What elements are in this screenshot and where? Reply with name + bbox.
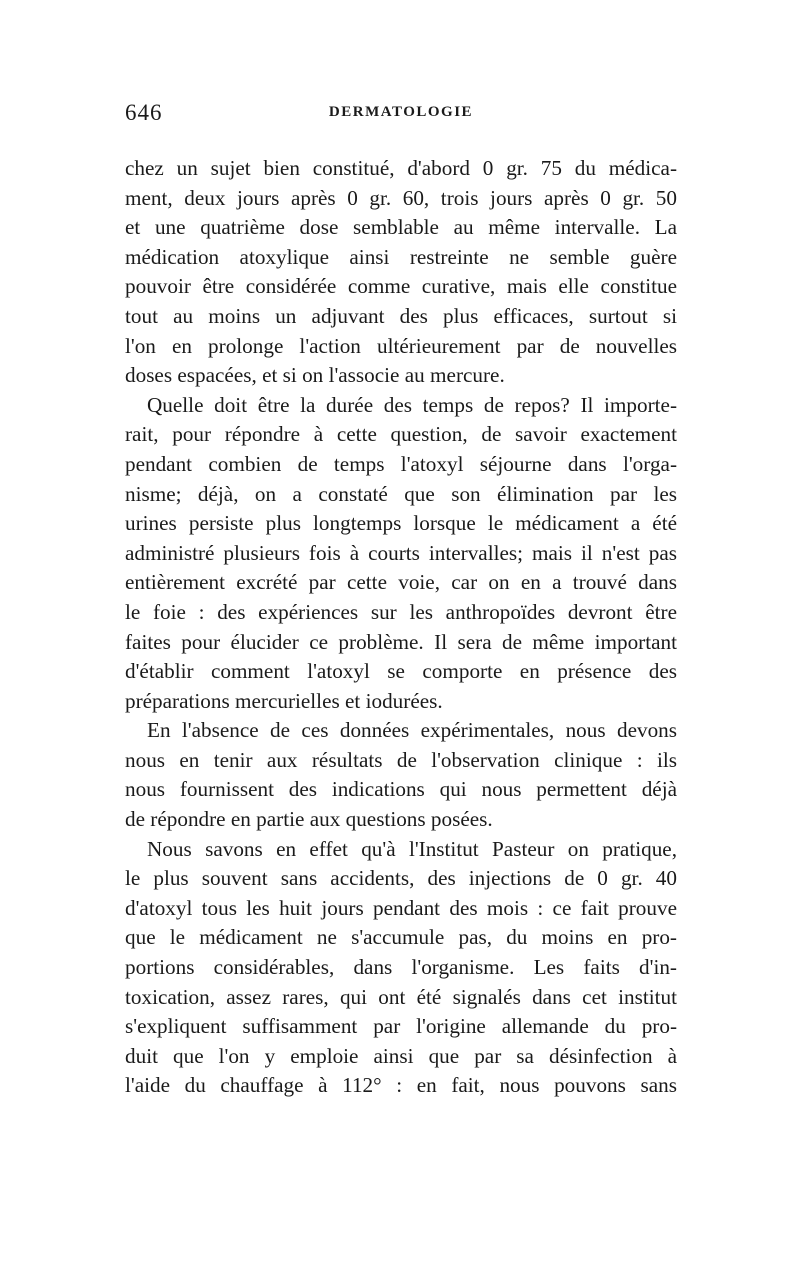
text-line: Nous savons en effet qu'à l'Institut Pasteur on pratique, (147, 836, 677, 861)
text-line: que le médicament ne s'accumule pas, du moins en pro- (125, 925, 677, 950)
text-line: d'atoxyl tous les huit jours pendant des mois : ce fait prouve (125, 895, 677, 920)
text-line: pendant combien de temps l'atoxyl séjourne dans l'orga- (125, 451, 677, 476)
text-line: portions considérables, dans l'organisme. Les faits d'in- (125, 955, 677, 980)
running-title: DERMATOLOGIE (328, 104, 474, 120)
text-line: rait, pour répondre à cette question, de savoir exactement (125, 422, 677, 447)
paragraph-1 (125, 154, 677, 391)
text-line: Quelle doit être la durée des temps de repos? Il importe- (147, 392, 677, 417)
text-line: d'établir comment l'atoxyl se comporte en présence des (125, 659, 677, 684)
text-line: faites pour élucider ce problème. Il sera de même important (125, 629, 677, 654)
text-line: tout au moins un adjuvant des plus efficaces, surtout si (125, 303, 677, 328)
text-line: ment, deux jours après 0 gr. 60, trois jours après 0 gr. 50 (125, 185, 677, 210)
text-line: nous en tenir aux résultats de l'observation clinique : ils (125, 747, 677, 772)
page-number: 646 (125, 100, 163, 125)
text-line: administré plusieurs fois à courts intervalles; mais il n'est pas (125, 540, 677, 565)
paragraph-3 (125, 716, 677, 834)
text-line: entièrement excrété par cette voie, car on en a trouvé dans (125, 570, 677, 595)
text-line: préparations mercurielles et iodurées. (125, 688, 443, 713)
text-line: le foie : des expériences sur les anthropoïdes devront être (125, 599, 677, 624)
text-line: doses espacées, et si on l'associe au mercure. (125, 363, 505, 388)
text-line: l'on en prolonge l'action ultérieurement par de nouvelles (125, 333, 677, 358)
text-line: s'expliquent suffisamment par l'origine allemande du pro- (125, 1014, 677, 1039)
text-line: toxication, assez rares, qui ont été signalés dans cet institut (125, 984, 677, 1009)
text-line: chez un sujet bien constitué, d'abord 0 gr. 75 du médica- (125, 156, 677, 180)
text-line: duit que l'on y emploie ainsi que par sa désinfection à (125, 1043, 677, 1068)
text-line: médication atoxylique ainsi restreinte ne semble guère (125, 244, 677, 269)
text-line: pouvoir être considérée comme curative, mais elle constitue (125, 274, 677, 299)
running-head (125, 100, 677, 140)
text-line: le plus souvent sans accidents, des injections de 0 gr. 40 (125, 866, 677, 891)
text-line: urines persiste plus longtemps lorsque le médicament a été (125, 511, 677, 536)
paragraph-4 (125, 835, 677, 1101)
book-page (125, 100, 677, 1101)
paragraph-2 (125, 391, 677, 717)
body-text (125, 154, 677, 1101)
text-line: et une quatrième dose semblable au même intervalle. La (125, 215, 677, 240)
text-line: En l'absence de ces données expérimentales, nous devons (147, 718, 677, 743)
text-line: nous fournissent des indications qui nous permettent déjà (125, 777, 677, 802)
text-line: de répondre en partie aux questions posées. (125, 807, 493, 832)
text-line: nisme; déjà, on a constaté que son élimination par les (125, 481, 677, 506)
text-line: l'aide du chauffage à 112° : en fait, nous pouvons sans (125, 1073, 677, 1098)
